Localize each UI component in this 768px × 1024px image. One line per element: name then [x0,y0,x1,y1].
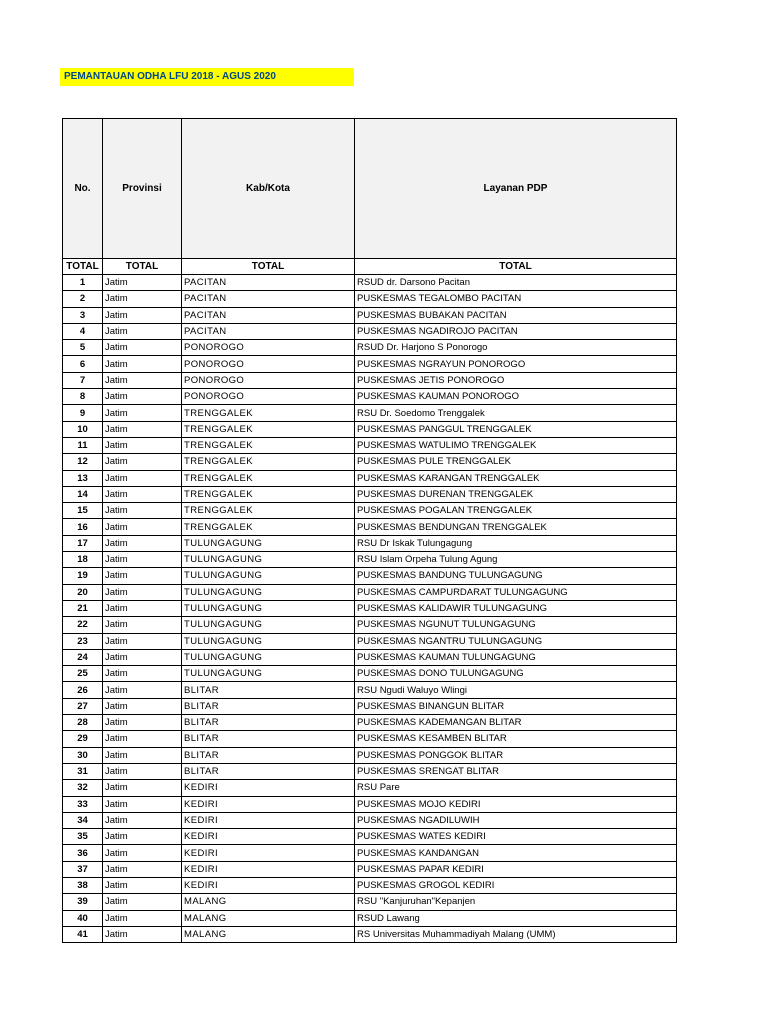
layanan-pdp-cell: PUSKESMAS NGADIROJO PACITAN [355,323,677,339]
row-number: 17 [63,535,103,551]
kab-kota-cell: PONOROGO [182,340,355,356]
provinsi-cell: Jatim [103,829,182,845]
kab-kota-cell: TULUNGAGUNG [182,535,355,551]
layanan-pdp-cell: RSU Dr Iskak Tulungagung [355,535,677,551]
layanan-pdp-cell: RSU Pare [355,780,677,796]
kab-kota-cell: PONOROGO [182,356,355,372]
table-row [63,454,677,470]
table-row [63,633,677,649]
table-row [63,812,677,828]
provinsi-cell: Jatim [103,633,182,649]
kab-kota-cell: KEDIRI [182,796,355,812]
kab-kota-cell: PACITAN [182,307,355,323]
provinsi-cell: Jatim [103,519,182,535]
layanan-pdp-cell: PUSKESMAS WATULIMO TRENGGALEK [355,437,677,453]
layanan-pdp-cell: RSUD dr. Darsono Pacitan [355,275,677,291]
table-row [63,780,677,796]
kab-kota-cell: BLITAR [182,682,355,698]
table-row [63,568,677,584]
kab-kota-cell: BLITAR [182,715,355,731]
row-number: 12 [63,454,103,470]
layanan-pdp-cell: PUSKESMAS CAMPURDARAT TULUNGAGUNG [355,584,677,600]
kab-kota-cell: KEDIRI [182,812,355,828]
table-row [63,340,677,356]
kab-kota-cell: TULUNGAGUNG [182,666,355,682]
provinsi-cell: Jatim [103,812,182,828]
row-number: 15 [63,503,103,519]
kab-kota-cell: TRENGGALEK [182,519,355,535]
layanan-pdp-cell: PUSKESMAS PONGGOK BLITAR [355,747,677,763]
layanan-pdp-cell: PUSKESMAS KARANGAN TRENGGALEK [355,470,677,486]
kab-kota-cell: TRENGGALEK [182,405,355,421]
table-row [63,372,677,388]
row-number: 6 [63,356,103,372]
header-provinsi: Provinsi [103,119,182,259]
table-row [63,894,677,910]
layanan-pdp-cell: PUSKESMAS BINANGUN BLITAR [355,698,677,714]
provinsi-cell: Jatim [103,747,182,763]
row-number: 21 [63,600,103,616]
row-number: 31 [63,763,103,779]
row-number: 26 [63,682,103,698]
kab-kota-cell: PACITAN [182,275,355,291]
row-number: 30 [63,747,103,763]
layanan-pdp-cell: PUSKESMAS KANDANGAN [355,845,677,861]
row-number: 2 [63,291,103,307]
row-number: 8 [63,389,103,405]
provinsi-cell: Jatim [103,340,182,356]
layanan-pdp-cell: RSU Ngudi Waluyo Wlingi [355,682,677,698]
layanan-pdp-cell: PUSKESMAS KADEMANGAN BLITAR [355,715,677,731]
provinsi-cell: Jatim [103,307,182,323]
row-number: 36 [63,845,103,861]
kab-kota-cell: KEDIRI [182,829,355,845]
row-number: 10 [63,421,103,437]
provinsi-cell: Jatim [103,421,182,437]
kab-kota-cell: MALANG [182,910,355,926]
provinsi-cell: Jatim [103,275,182,291]
row-number: 37 [63,861,103,877]
kab-kota-cell: KEDIRI [182,845,355,861]
kab-kota-cell: TULUNGAGUNG [182,633,355,649]
provinsi-cell: Jatim [103,910,182,926]
row-number: 34 [63,812,103,828]
layanan-pdp-cell: RSU Dr. Soedomo Trenggalek [355,405,677,421]
kab-kota-cell: TULUNGAGUNG [182,617,355,633]
kab-kota-cell: TULUNGAGUNG [182,600,355,616]
row-number: 14 [63,486,103,502]
row-number: 20 [63,584,103,600]
total-cell: TOTAL [182,259,355,275]
kab-kota-cell: TRENGGALEK [182,421,355,437]
table-row [63,666,677,682]
layanan-pdp-cell: PUSKESMAS KESAMBEN BLITAR [355,731,677,747]
layanan-pdp-cell: RSUD Dr. Harjono S Ponorogo [355,340,677,356]
table-row [63,356,677,372]
layanan-pdp-cell: PUSKESMAS PULE TRENGGALEK [355,454,677,470]
kab-kota-cell: TULUNGAGUNG [182,649,355,665]
header-no: No. [63,119,103,259]
provinsi-cell: Jatim [103,600,182,616]
kab-kota-cell: TULUNGAGUNG [182,552,355,568]
kab-kota-cell: TRENGGALEK [182,437,355,453]
kab-kota-cell: TULUNGAGUNG [182,584,355,600]
provinsi-cell: Jatim [103,780,182,796]
row-number: 32 [63,780,103,796]
row-number: 5 [63,340,103,356]
row-number: 11 [63,437,103,453]
table-row [63,796,677,812]
provinsi-cell: Jatim [103,568,182,584]
table-row [63,323,677,339]
provinsi-cell: Jatim [103,437,182,453]
row-number: 41 [63,926,103,942]
table-header-row [63,119,677,259]
layanan-pdp-cell: PUSKESMAS KAUMAN TULUNGAGUNG [355,649,677,665]
table-row [63,503,677,519]
table-row [63,649,677,665]
row-number: 24 [63,649,103,665]
total-cell: TOTAL [63,259,103,275]
provinsi-cell: Jatim [103,926,182,942]
document-title: PEMANTAUAN ODHA LFU 2018 - AGUS 2020 [60,68,354,86]
row-number: 22 [63,617,103,633]
kab-kota-cell: PONOROGO [182,389,355,405]
provinsi-cell: Jatim [103,454,182,470]
pdp-services-table [62,118,677,943]
layanan-pdp-cell: PUSKESMAS PANGGUL TRENGGALEK [355,421,677,437]
layanan-pdp-cell: PUSKESMAS SRENGAT BLITAR [355,763,677,779]
provinsi-cell: Jatim [103,698,182,714]
provinsi-cell: Jatim [103,617,182,633]
kab-kota-cell: KEDIRI [182,877,355,893]
layanan-pdp-cell: RSUD Lawang [355,910,677,926]
provinsi-cell: Jatim [103,666,182,682]
row-number: 23 [63,633,103,649]
provinsi-cell: Jatim [103,356,182,372]
layanan-pdp-cell: PUSKESMAS TEGALOMBO PACITAN [355,291,677,307]
table-row [63,926,677,942]
layanan-pdp-cell: PUSKESMAS JETIS PONOROGO [355,372,677,388]
provinsi-cell: Jatim [103,291,182,307]
provinsi-cell: Jatim [103,584,182,600]
table-row [63,715,677,731]
layanan-pdp-cell: PUSKESMAS NGUNUT TULUNGAGUNG [355,617,677,633]
layanan-pdp-cell: PUSKESMAS PAPAR KEDIRI [355,861,677,877]
kab-kota-cell: BLITAR [182,747,355,763]
header-layanan-pdp: Layanan PDP [355,119,677,259]
provinsi-cell: Jatim [103,503,182,519]
kab-kota-cell: BLITAR [182,698,355,714]
layanan-pdp-cell: RS Universitas Muhammadiyah Malang (UMM) [355,926,677,942]
kab-kota-cell: KEDIRI [182,861,355,877]
layanan-pdp-cell: RSU "Kanjuruhan"Kepanjen [355,894,677,910]
table-row [63,486,677,502]
table-row [63,535,677,551]
layanan-pdp-cell: PUSKESMAS DONO TULUNGAGUNG [355,666,677,682]
total-cell: TOTAL [103,259,182,275]
table-row [63,552,677,568]
row-number: 25 [63,666,103,682]
total-row [63,259,677,275]
provinsi-cell: Jatim [103,894,182,910]
row-number: 13 [63,470,103,486]
layanan-pdp-cell: RSU Islam Orpeha Tulung Agung [355,552,677,568]
provinsi-cell: Jatim [103,486,182,502]
row-number: 1 [63,275,103,291]
row-number: 18 [63,552,103,568]
provinsi-cell: Jatim [103,470,182,486]
provinsi-cell: Jatim [103,682,182,698]
kab-kota-cell: TRENGGALEK [182,454,355,470]
kab-kota-cell: KEDIRI [182,780,355,796]
table-row [63,617,677,633]
kab-kota-cell: MALANG [182,894,355,910]
kab-kota-cell: BLITAR [182,763,355,779]
kab-kota-cell: PACITAN [182,291,355,307]
kab-kota-cell: TRENGGALEK [182,486,355,502]
row-number: 3 [63,307,103,323]
row-number: 16 [63,519,103,535]
table-row [63,421,677,437]
layanan-pdp-cell: PUSKESMAS WATES KEDIRI [355,829,677,845]
table-row [63,470,677,486]
table-row [63,861,677,877]
provinsi-cell: Jatim [103,763,182,779]
row-number: 38 [63,877,103,893]
layanan-pdp-cell: PUSKESMAS KAUMAN PONOROGO [355,389,677,405]
layanan-pdp-cell: PUSKESMAS BANDUNG TULUNGAGUNG [355,568,677,584]
layanan-pdp-cell: PUSKESMAS BUBAKAN PACITAN [355,307,677,323]
row-number: 35 [63,829,103,845]
kab-kota-cell: MALANG [182,926,355,942]
table-row [63,519,677,535]
row-number: 19 [63,568,103,584]
total-cell: TOTAL [355,259,677,275]
table-row [63,437,677,453]
table-row [63,682,677,698]
row-number: 4 [63,323,103,339]
layanan-pdp-cell: PUSKESMAS GROGOL KEDIRI [355,877,677,893]
table-row [63,829,677,845]
provinsi-cell: Jatim [103,877,182,893]
table-row [63,763,677,779]
row-number: 29 [63,731,103,747]
provinsi-cell: Jatim [103,372,182,388]
layanan-pdp-cell: PUSKESMAS NGRAYUN PONOROGO [355,356,677,372]
row-number: 27 [63,698,103,714]
layanan-pdp-cell: PUSKESMAS KALIDAWIR TULUNGAGUNG [355,600,677,616]
row-number: 39 [63,894,103,910]
provinsi-cell: Jatim [103,405,182,421]
provinsi-cell: Jatim [103,715,182,731]
table-row [63,389,677,405]
table-row [63,600,677,616]
table-row [63,731,677,747]
layanan-pdp-cell: PUSKESMAS BENDUNGAN TRENGGALEK [355,519,677,535]
provinsi-cell: Jatim [103,389,182,405]
table-row [63,698,677,714]
header-kab-kota: Kab/Kota [182,119,355,259]
layanan-pdp-cell: PUSKESMAS NGADILUWIH [355,812,677,828]
row-number: 28 [63,715,103,731]
kab-kota-cell: PACITAN [182,323,355,339]
row-number: 9 [63,405,103,421]
provinsi-cell: Jatim [103,552,182,568]
table-row [63,291,677,307]
provinsi-cell: Jatim [103,731,182,747]
row-number: 33 [63,796,103,812]
kab-kota-cell: PONOROGO [182,372,355,388]
provinsi-cell: Jatim [103,535,182,551]
table-row [63,307,677,323]
row-number: 40 [63,910,103,926]
table-row [63,845,677,861]
provinsi-cell: Jatim [103,845,182,861]
layanan-pdp-cell: PUSKESMAS DURENAN TRENGGALEK [355,486,677,502]
table-row [63,275,677,291]
table-row [63,405,677,421]
table-row [63,584,677,600]
layanan-pdp-cell: PUSKESMAS MOJO KEDIRI [355,796,677,812]
layanan-pdp-cell: PUSKESMAS POGALAN TRENGGALEK [355,503,677,519]
provinsi-cell: Jatim [103,323,182,339]
provinsi-cell: Jatim [103,796,182,812]
layanan-pdp-cell: PUSKESMAS NGANTRU TULUNGAGUNG [355,633,677,649]
kab-kota-cell: TRENGGALEK [182,503,355,519]
table-row [63,747,677,763]
kab-kota-cell: TRENGGALEK [182,470,355,486]
row-number: 7 [63,372,103,388]
kab-kota-cell: TULUNGAGUNG [182,568,355,584]
provinsi-cell: Jatim [103,649,182,665]
provinsi-cell: Jatim [103,861,182,877]
table-row [63,877,677,893]
table-row [63,910,677,926]
kab-kota-cell: BLITAR [182,731,355,747]
